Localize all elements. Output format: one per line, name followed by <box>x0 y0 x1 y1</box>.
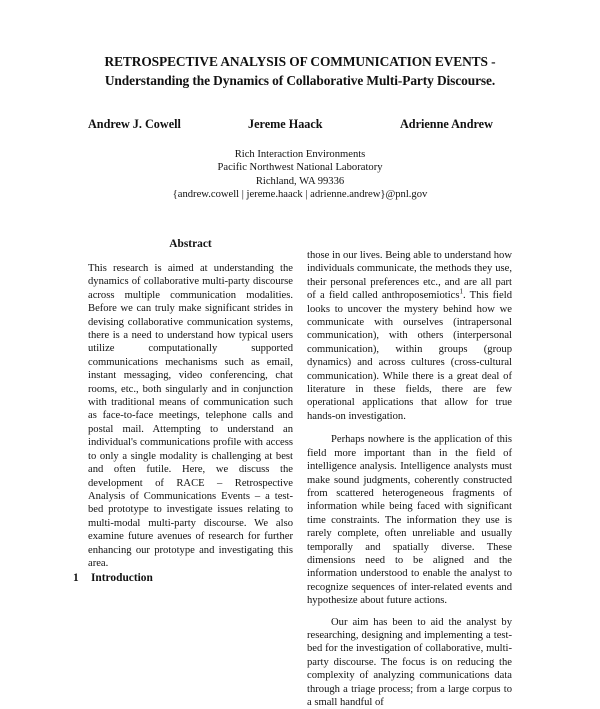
abstract-heading: Abstract <box>169 238 212 250</box>
author-2: Jereme Haack <box>248 117 323 131</box>
intro-paragraph-1 <box>307 249 512 423</box>
intro-p1-continued: . This field looks to uncover the mystery behind how we communicate with ourselves (intrapersonal communication), with others (interpersonal communication), within groups (group dynamics) and across cultures (cross-cultural communication). While there is a great deal of literature in these fields, there are few operational applications that allow for true hands-on investigation. <box>307 290 512 422</box>
intro-paragraph-2: Perhaps nowhere is the application of this field more important than in the field of intelligence analysis. Intelligence analysts must make sound judgments, coherently constructed from scattered heterogeneous fragments of information while being faced with significant time constraints. The information they use is rarely complete, often unreliable and usually temporally and spatially diverse. These dimensions need to be aligned and the information understood to enable the analyst to recognize sequences of inter-related events and hypothesize about future actions. <box>307 434 512 607</box>
affiliation-line-2: Pacific Northwest National Laboratory <box>217 162 383 174</box>
right-column <box>307 249 512 709</box>
title-line-2: Understanding the Dynamics of Collaborative Multi-Party Discourse. <box>104 73 496 88</box>
author-3: Adrienne Andrew <box>400 117 493 131</box>
author-1: Andrew J. Cowell <box>88 117 181 131</box>
intro-paragraph-3: Our aim has been to aid the analyst by researching, designing and implementing a test-bed for the investigation of collaborative, multi-party discourse. The focus is on reducing the complexity of analyzing communications data through a triage process; from a large corpus to a small handful of <box>307 616 512 708</box>
paper-title <box>0 52 600 90</box>
affiliation-line-1: Rich Interaction Environments <box>234 149 366 160</box>
affiliation <box>0 148 600 202</box>
footnote-marker: 1 <box>459 287 463 296</box>
left-column <box>88 262 293 570</box>
section-number: 1 <box>73 572 79 584</box>
title-line-1: RETROSPECTIVE ANALYSIS OF COMMUNICATION EVENTS - <box>104 54 496 69</box>
affiliation-emails: {andrew.cowell | jereme.haack | adrienne.andrew}@pnl.gov <box>172 189 428 201</box>
abstract-text: This research is aimed at understanding the dynamics of collaborative multi-party discourse across multiple communication modalities. Before we can truly make significant strides in devising collaborative communication systems, there is a need to understand how typical users utilize computationally supported communications mechanisms such as email, instant messaging, video conferencing, chat rooms, etc., both singularly and in conjunction with traditional means of communication such as face-to-face meetings, telephone calls and postal mail. Attempting to understand an individual's communications profile with access to only a single modality is challenging at best and often futile. Here, we discuss the development of RACE – Retrospective Analysis of Communications Events – a test-bed prototype to investigate issues relating to multi-modal multi-party discourse. We also examine future avenues of research for further enhancing our prototype and investigating this area. <box>88 263 293 569</box>
intro-p1-text: those in our lives. Being able to understand how individuals communicate, the methods they use, their personal preferences etc., and are all part of a field called anthroposemiotics <box>307 250 512 302</box>
affiliation-line-3: Richland, WA 99336 <box>255 175 345 187</box>
section-heading <box>73 572 153 584</box>
section-title: Introduction <box>91 572 153 584</box>
